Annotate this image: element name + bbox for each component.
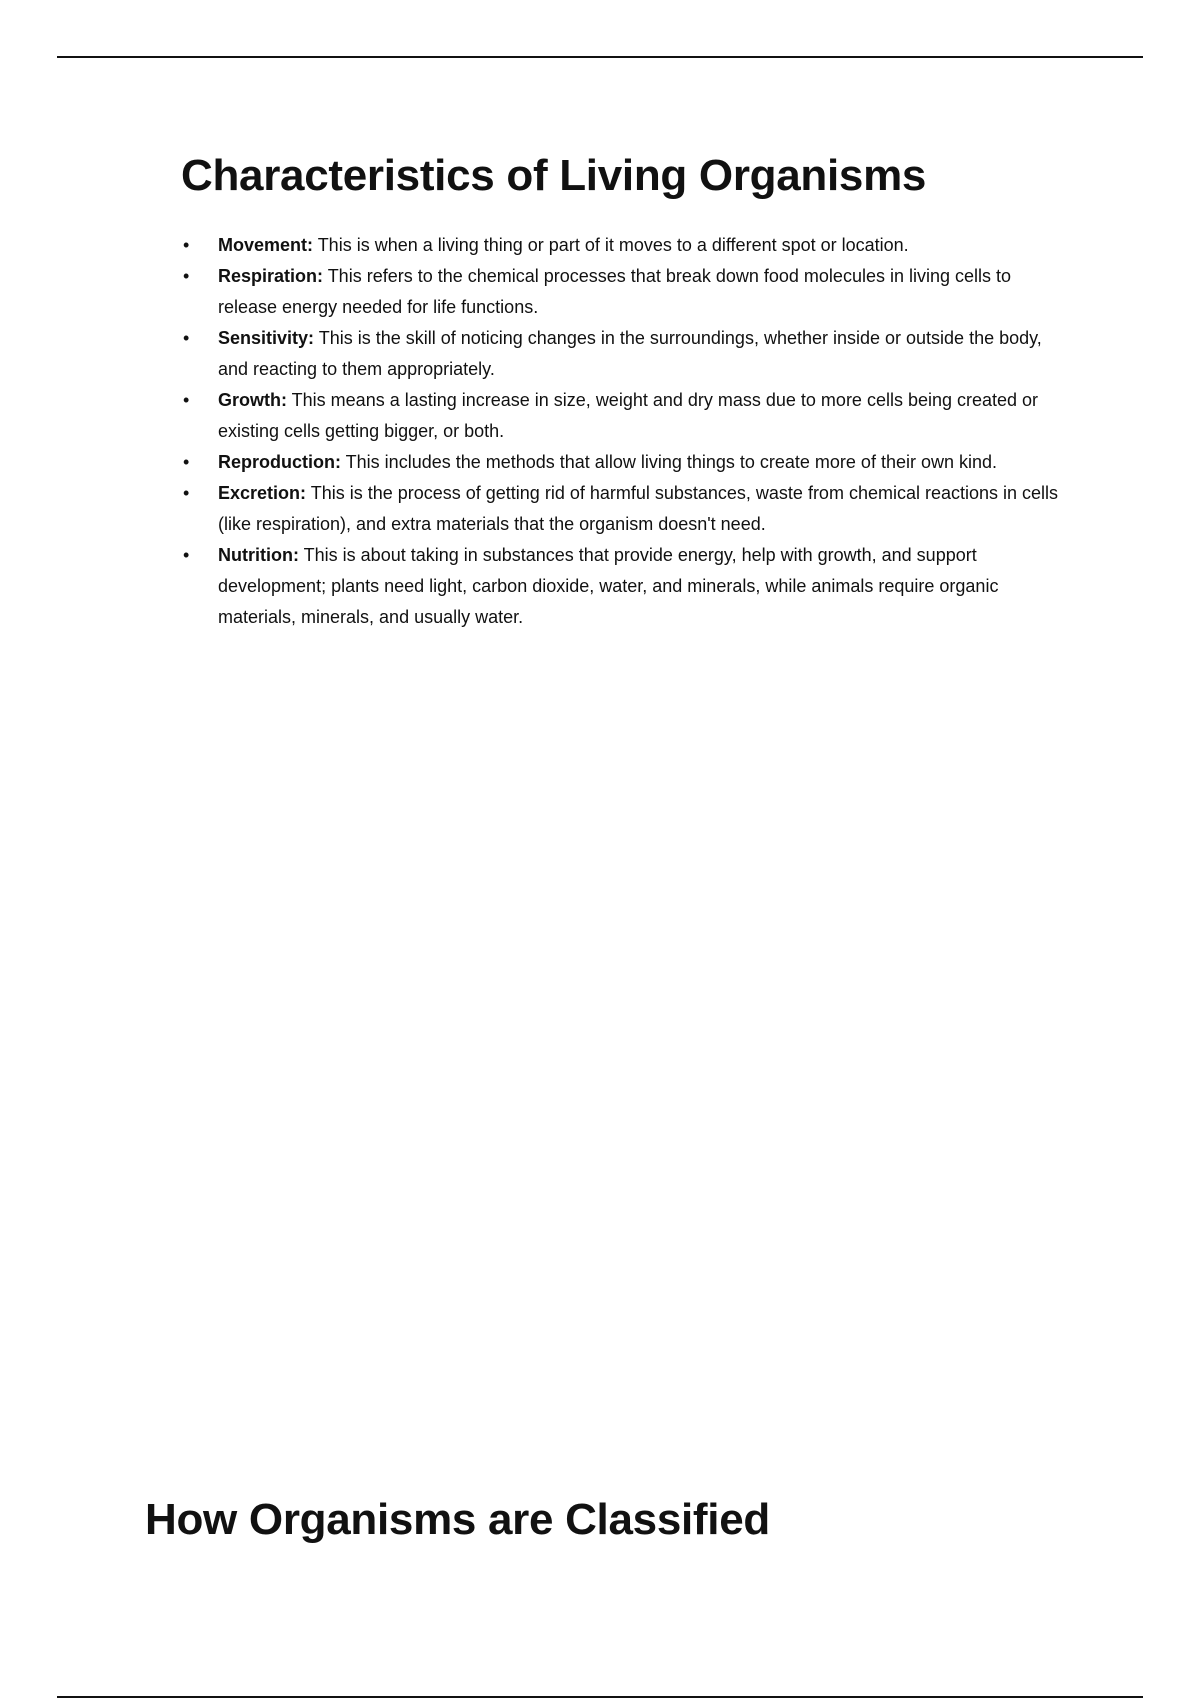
list-item-term: Respiration: xyxy=(218,266,324,286)
list-item-respiration xyxy=(181,261,1061,323)
bullet-icon: • xyxy=(183,452,190,472)
list-item-nutrition xyxy=(181,540,1061,633)
list-item-text: This is the skill of noticing changes in the surroundings, whether inside or outside the body, and reacting to them appropriately. xyxy=(218,328,1042,379)
list-item-term: Reproduction: xyxy=(218,452,341,472)
section-heading-characteristics: Characteristics of Living Organisms xyxy=(181,151,927,200)
bullet-icon: • xyxy=(183,390,190,410)
list-item-text: This is when a living thing or part of it moves to a different spot or location. xyxy=(313,235,909,255)
list-item-text: This includes the methods that allow living things to create more of their own kind. xyxy=(341,452,998,472)
list-item-reproduction xyxy=(181,447,1061,478)
list-item-term: Excretion: xyxy=(218,483,307,503)
list-item-text: This is the process of getting rid of harmful substances, waste from chemical reactions in cells (like respiration), and extra materials that the organism doesn't need. xyxy=(218,483,1059,534)
bullet-icon: • xyxy=(183,328,190,348)
list-item-movement xyxy=(181,230,1061,261)
list-item-text: This refers to the chemical processes that break down food molecules in living cells to release energy needed for life functions. xyxy=(218,266,1012,317)
list-item-term: Growth: xyxy=(218,390,287,410)
list-item-text: This is about taking in substances that provide energy, help with growth, and support development; plants need light, carbon dioxide, water, and minerals, while animals require organic materials, minerals, and usually water. xyxy=(218,545,999,627)
bullet-icon: • xyxy=(183,545,190,565)
list-item-sensitivity xyxy=(181,323,1061,385)
bullet-icon: • xyxy=(183,266,190,286)
list-item-term: Nutrition: xyxy=(218,545,299,565)
list-item-term: Sensitivity: xyxy=(218,328,315,348)
list-item-text: This means a lasting increase in size, weight and dry mass due to more cells being created or existing cells getting bigger, or both. xyxy=(218,390,1039,441)
bullet-icon: • xyxy=(183,483,190,503)
header-rule xyxy=(57,56,1143,58)
footer-rule xyxy=(57,1696,1143,1698)
list-item-excretion xyxy=(181,478,1061,540)
list-item-term: Movement: xyxy=(218,235,314,255)
list-item-growth xyxy=(181,385,1061,447)
section-heading-classification: How Organisms are Classified xyxy=(145,1495,770,1544)
bullet-icon: • xyxy=(183,235,190,255)
characteristics-list xyxy=(181,230,1061,633)
